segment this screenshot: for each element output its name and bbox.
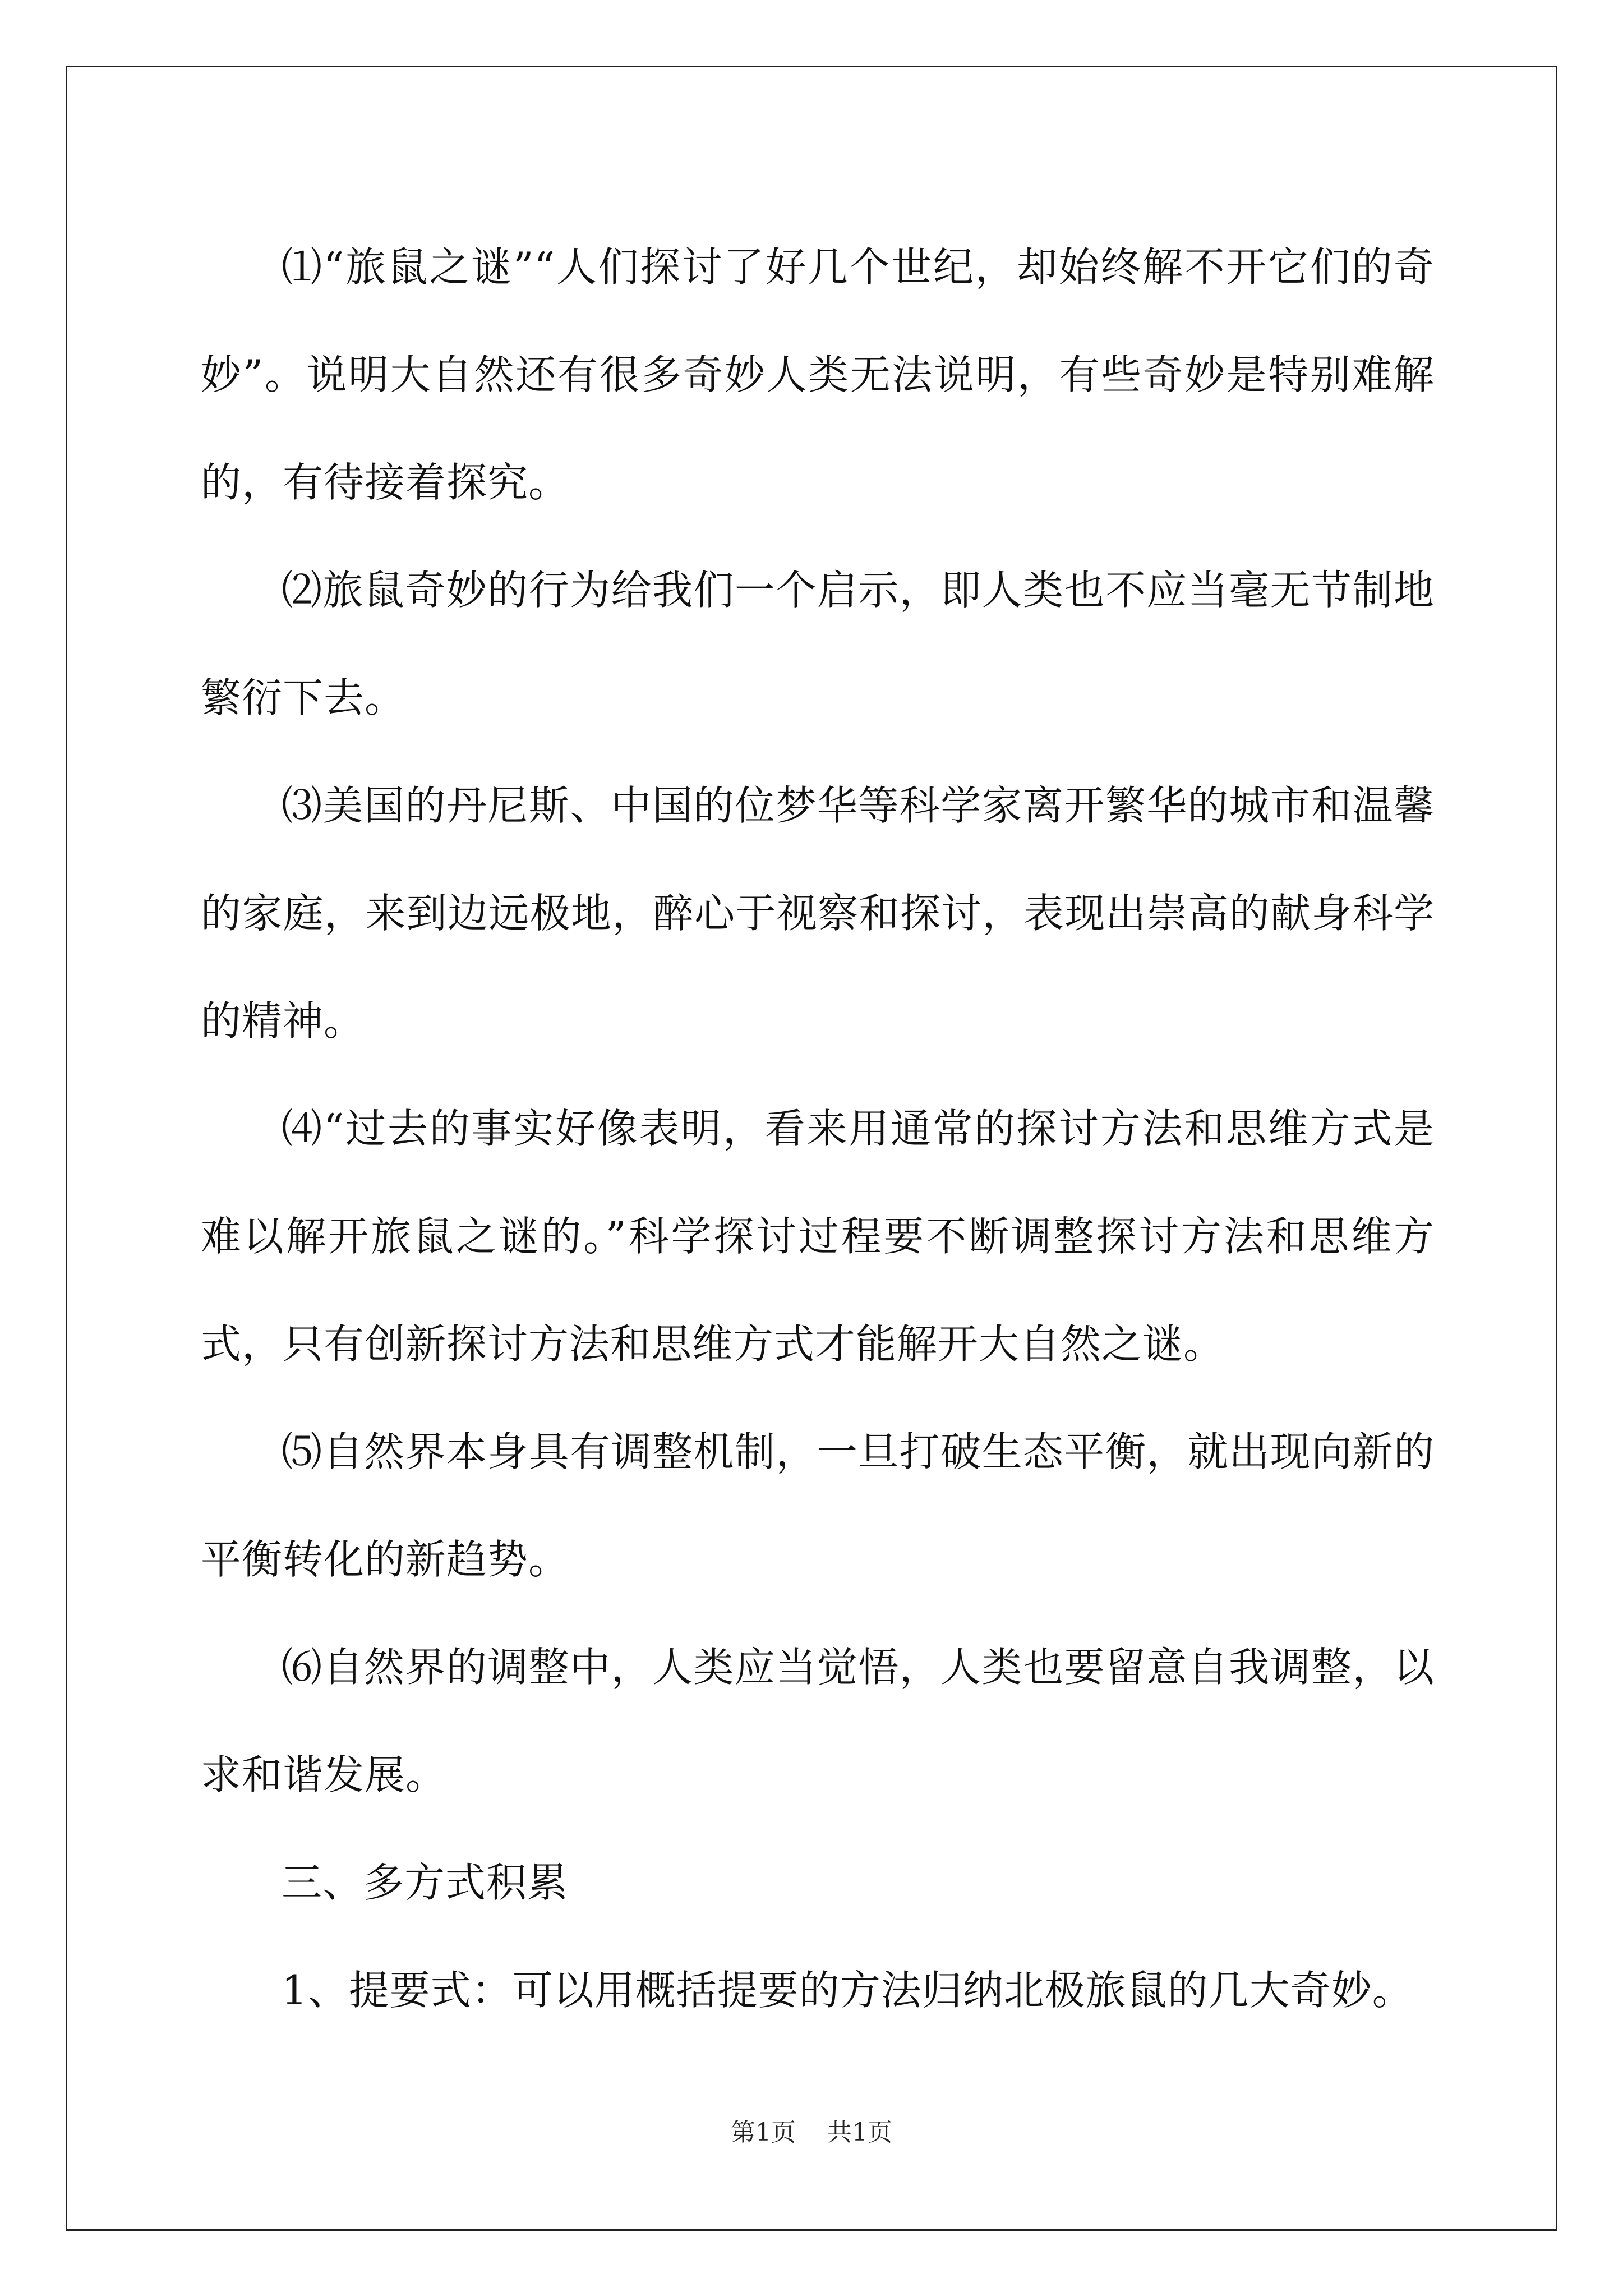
section-heading: 三、多方式积累 (282, 1859, 569, 1906)
paragraph-3: ⑶美国的丹尼斯、中国的位梦华等科学家离开繁华的城市和温馨的家庭，来到边远极地，醉心于视察和探讨，表现出崇高的献身科学的精神。 (201, 782, 1435, 1045)
paragraph-6: ⑹自然界的调整中，人类应当觉悟，人类也要留意自我调整，以求和谐发展。 (201, 1644, 1435, 1798)
page-number-total: 共1页 (827, 2118, 892, 2147)
paragraph-7: 1、提要式：可以用概括提要的方法归纳北极旅鼠的几大奇妙。 (282, 1967, 1413, 2014)
document-body (201, 213, 1435, 2044)
page-number-current: 第1页 (731, 2118, 796, 2147)
paragraph-5: ⑸自然界本身具有调整机制，一旦打破生态平衡，就出现向新的平衡转化的新趋势。 (201, 1428, 1435, 1583)
paragraph-4: ⑷“过去的事实好像表明，看来用通常的探讨方法和思维方式是难以解开旅鼠之谜的。”科学探讨过程要不断调整探讨方法和思维方式，只有创新探讨方法和思维方式才能解开大自然之谜。 (201, 1105, 1435, 1368)
paragraph-2: ⑵旅鼠奇妙的行为给我们一个启示，即人类也不应当毫无节制地繁衍下去。 (201, 567, 1435, 721)
page-footer (0, 2112, 1623, 2148)
paragraph-1: ⑴“旅鼠之谜”“人们探讨了好几个世纪，却始终解不开它们的奇妙”。说明大自然还有很多奇妙人类无法说明，有些奇妙是特别难解的，有待接着探究。 (201, 243, 1435, 506)
